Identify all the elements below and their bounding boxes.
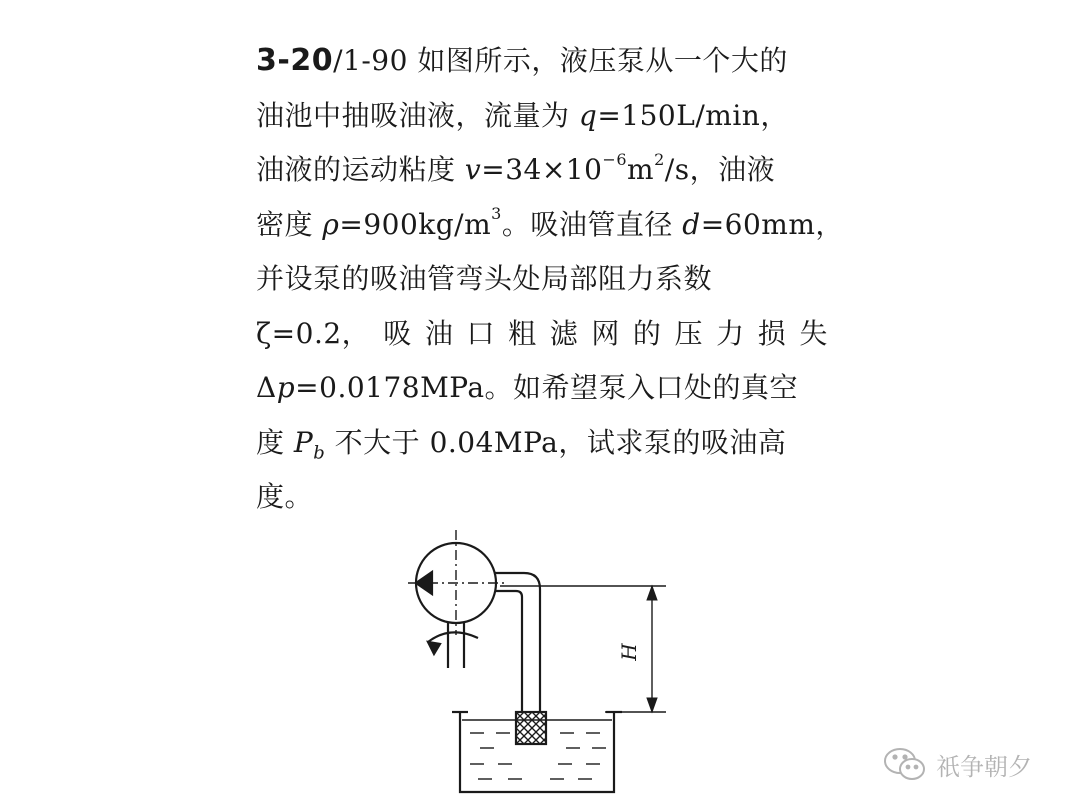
problem-text: 失: [799, 316, 828, 350]
problem-text: 油液的运动粘度: [256, 153, 465, 186]
pump-suction-diagram: [400, 530, 680, 800]
pump-diagram-svg: [400, 530, 680, 800]
problem-text: 损: [757, 316, 787, 350]
problem-text: 的: [632, 316, 662, 350]
problem-line-3: [256, 143, 828, 198]
problem-number: 3-20: [256, 43, 334, 78]
problem-text: 粗: [508, 316, 537, 350]
problem-text: 油: [424, 316, 454, 350]
problem-line-2: [256, 89, 828, 144]
problem-text: 度: [256, 425, 294, 459]
problem-line-4: [256, 198, 844, 253]
symbol-pb: P: [293, 425, 314, 459]
problem-text: 。吸油管直径: [501, 207, 683, 241]
problem-ref: /1-90: [333, 44, 408, 77]
problem-line-8: [256, 416, 828, 471]
problem-text: 压: [674, 316, 704, 350]
exponent: −6: [602, 149, 628, 169]
problem-line-6: [256, 307, 828, 362]
problem-text: Δ: [256, 371, 277, 404]
problem-statement: [256, 34, 844, 525]
strainer-mesh: [516, 712, 546, 744]
problem-line-5: [256, 252, 828, 307]
problem-text: /s，油液: [664, 153, 776, 186]
problem-text: 并设泵的吸油管弯头处局部阻力系数: [256, 262, 713, 295]
problem-text: 吸: [383, 316, 412, 350]
problem-line-7: [256, 361, 828, 416]
pump-outlet-arrow: [416, 572, 432, 594]
oil-liquid-marks: [470, 733, 606, 779]
problem-text: m: [627, 153, 655, 186]
h-dimension-arrow-bottom: [647, 698, 657, 712]
suction-pipe-inner: [496, 591, 522, 712]
problem-text: =0.0178MPa。如希望泵入口处的真空: [295, 371, 799, 404]
subscript-b: b: [313, 442, 326, 464]
rotation-arrow-tip: [428, 642, 440, 654]
problem-line-9: [256, 470, 828, 525]
symbol-d: d: [682, 207, 701, 241]
problem-text: 度。: [256, 480, 314, 513]
h-label: H: [617, 643, 641, 661]
symbol-nu: v: [464, 153, 482, 186]
problem-text: =900kg/m: [339, 207, 492, 241]
symbol-p: p: [276, 371, 296, 404]
problem-text: 力: [716, 316, 745, 350]
problem-text: =34×10: [481, 153, 603, 186]
problem-text: 密度: [256, 207, 323, 241]
exponent: 2: [654, 149, 665, 169]
problem-text: 口: [466, 316, 495, 350]
symbol-rho: ρ: [322, 207, 340, 241]
problem-text: 不大于 0.04MPa，试求泵的吸油高: [325, 425, 787, 459]
problem-text: ζ=0.2，: [256, 316, 371, 350]
problem-text: 如图所示，液压泵从一个大的: [417, 44, 788, 77]
oil-tank: [460, 712, 614, 792]
h-dimension-arrow-top: [647, 586, 657, 600]
exponent: 3: [491, 204, 502, 224]
problem-text: 油池中抽吸油液，流量为: [256, 98, 579, 132]
problem-text: =150L/min，: [597, 98, 789, 132]
problem-line-1: [256, 34, 828, 89]
watermark-text: 祇争朝夕: [936, 752, 1032, 781]
suction-pipe-outer: [494, 573, 540, 712]
problem-text: 滤: [549, 316, 579, 350]
wechat-icon: [882, 744, 928, 784]
problem-text: =60mm，: [700, 207, 844, 241]
rotation-arrow: [428, 632, 478, 642]
symbol-q: q: [578, 98, 598, 132]
watermark: [882, 744, 1032, 784]
problem-text: 网: [591, 316, 620, 350]
